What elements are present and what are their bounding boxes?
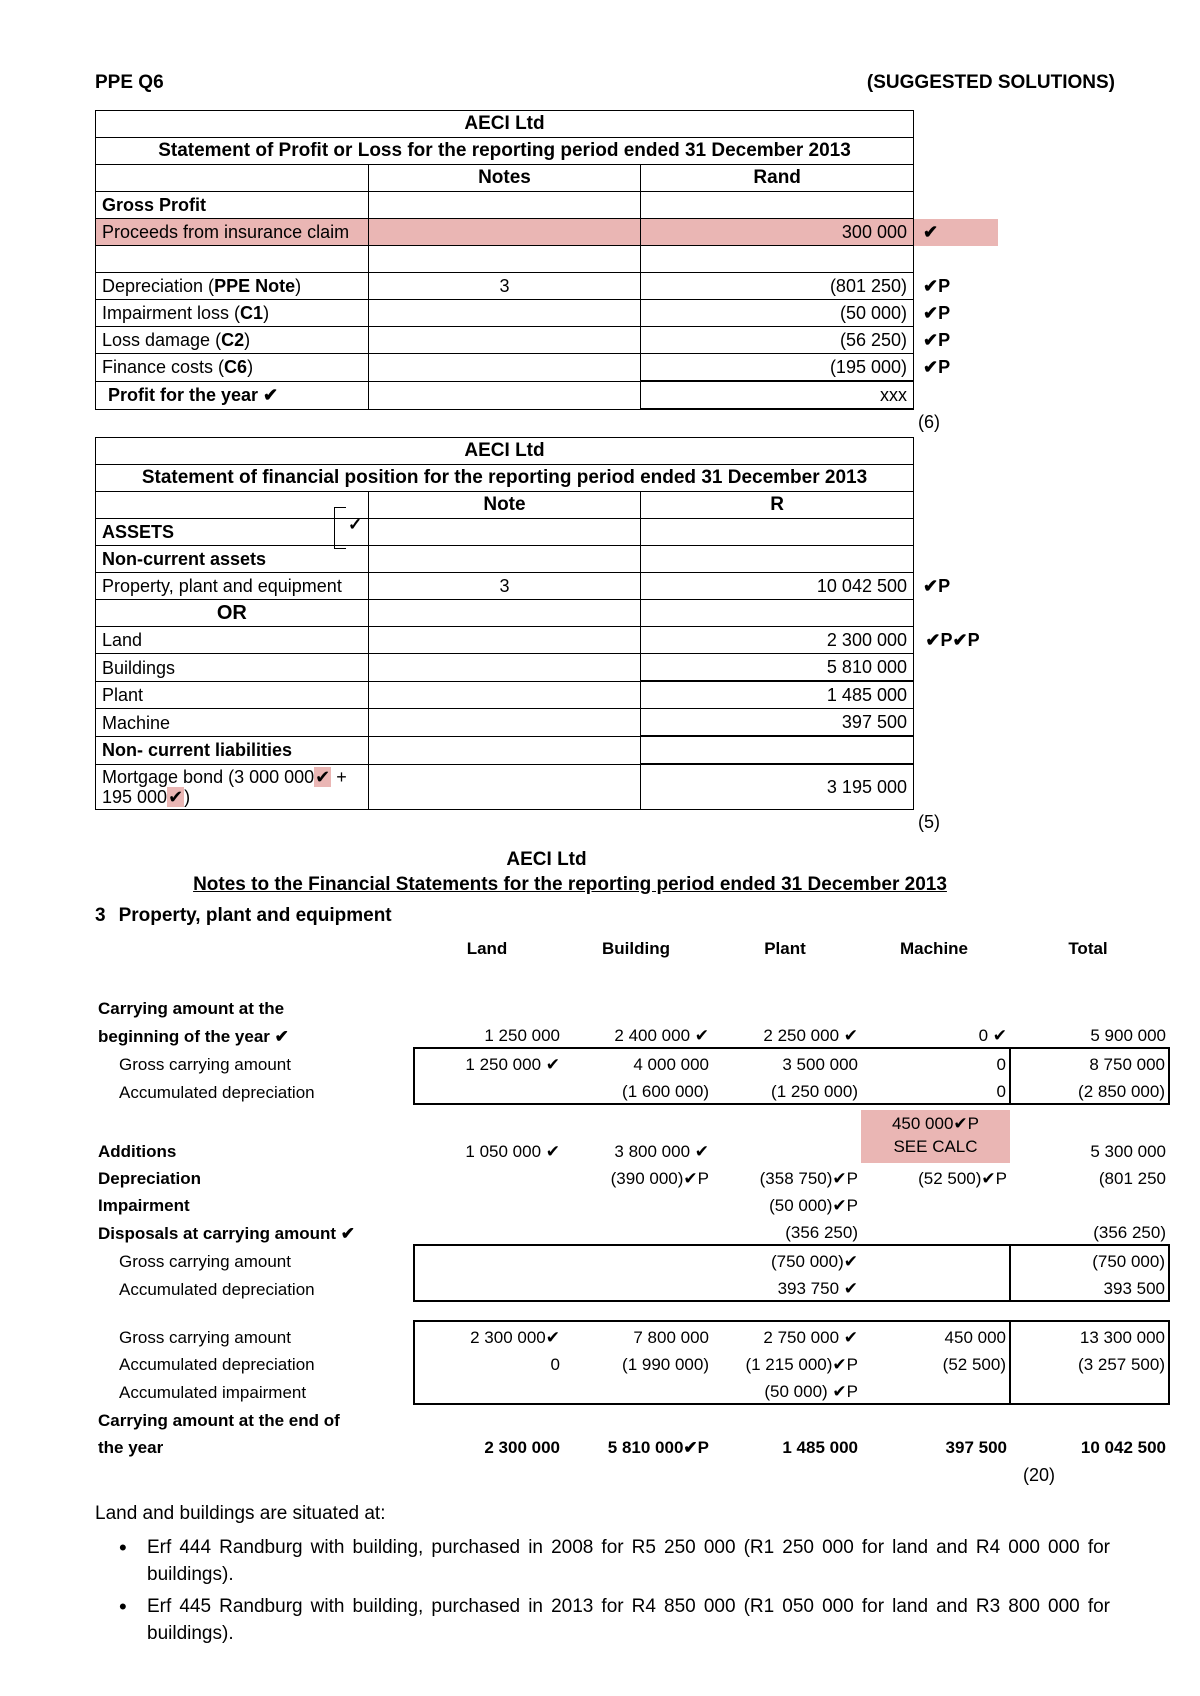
pl-row-rand: (50 000) bbox=[641, 300, 914, 327]
pl-row-notes bbox=[368, 300, 641, 327]
ppe-cell-plant: (750 000)✔ bbox=[712, 1245, 861, 1273]
table-row bbox=[95, 1376, 1169, 1404]
sfp-col-desc bbox=[96, 492, 369, 519]
pl-col-rand: Rand bbox=[641, 165, 914, 192]
ppe-cell-machine bbox=[861, 1273, 1010, 1301]
pl-col-notes: Notes bbox=[368, 165, 641, 192]
pl-row-desc: Loss damage (C2) bbox=[96, 327, 369, 354]
pl-row-tick: ✔ bbox=[914, 219, 998, 246]
table-row bbox=[95, 1136, 1169, 1163]
table-row bbox=[96, 519, 998, 546]
sfp-row-r: 2 300 000 bbox=[641, 627, 914, 654]
ppe-row-label: Disposals at carrying amount ✔ bbox=[98, 1223, 356, 1243]
pl-row-desc: Gross Profit bbox=[96, 192, 369, 219]
notes-company-name: AECI Ltd bbox=[506, 849, 587, 871]
sfp-row-tick bbox=[914, 681, 998, 709]
table-row bbox=[95, 1273, 1169, 1301]
header-left-title: PPE Q6 bbox=[95, 72, 164, 93]
ppe-col-plant: Plant bbox=[764, 938, 806, 958]
sfp-row-tick bbox=[914, 709, 998, 737]
table-row bbox=[96, 681, 998, 709]
ppe-row-label: Gross carrying amount bbox=[119, 1054, 291, 1074]
ppe-cell-building bbox=[563, 1217, 712, 1245]
pl-company-tick bbox=[914, 111, 998, 138]
ppe-col-land: Land bbox=[466, 938, 508, 958]
ppe-cell-land: 1 250 000 bbox=[484, 1025, 560, 1045]
ppe-row-label-line1: Carrying amount at the bbox=[98, 998, 285, 1018]
table-row bbox=[96, 600, 998, 627]
ppe-cell-machine bbox=[861, 1190, 1010, 1217]
ppe-cell-total: (3 257 500) bbox=[1010, 1349, 1169, 1376]
pl-title: Statement of Profit or Loss for the reporting period ended 31 December 2013 bbox=[96, 138, 914, 165]
sfp-row-tick bbox=[914, 546, 998, 573]
ppe-row-label: Accumulated depreciation bbox=[119, 1279, 315, 1299]
ppe-row-label: Depreciation bbox=[98, 1168, 201, 1188]
sfp-row-note bbox=[368, 709, 641, 737]
ppe-cell-machine: 0 bbox=[861, 1076, 1010, 1104]
document-header bbox=[95, 72, 1115, 94]
sfp-row-desc: Land bbox=[96, 627, 369, 654]
sfp-row-note bbox=[368, 681, 641, 709]
note-index: 3 bbox=[95, 905, 106, 927]
grouping-brace-tick: ✓ bbox=[348, 515, 363, 534]
ppe-cell-land bbox=[414, 1190, 563, 1217]
ppe-machine-see-calc: SEE CALC bbox=[861, 1136, 1010, 1163]
footer-bullet-list bbox=[95, 1534, 1115, 1648]
ppe-cell-total: 8 750 000 bbox=[1010, 1048, 1169, 1076]
ppe-spacer-row bbox=[95, 963, 1169, 993]
pl-company-row bbox=[96, 111, 998, 138]
ppe-cell-machine: 0 bbox=[861, 1048, 1010, 1076]
table-row bbox=[95, 1404, 1169, 1432]
sfp-row-note bbox=[368, 654, 641, 682]
ppe-col-total: Total bbox=[1068, 938, 1108, 958]
grouping-brace bbox=[334, 507, 346, 549]
pl-row-rand: (801 250) bbox=[641, 273, 914, 300]
pl-row-rand: 300 000 bbox=[641, 219, 914, 246]
ppe-cell-machine bbox=[861, 1217, 1010, 1245]
sfp-title-tick bbox=[914, 465, 998, 492]
ppe-machine-calc-box bbox=[861, 1104, 1010, 1136]
sfp-title: Statement of financial position for the reporting period ended 31 December 2013 bbox=[96, 465, 914, 492]
pl-column-header-row bbox=[96, 165, 998, 192]
sfp-col-r: R bbox=[641, 492, 914, 519]
sfp-col-note: Note bbox=[368, 492, 641, 519]
table-row bbox=[96, 654, 998, 682]
table-row-total bbox=[96, 381, 998, 409]
notes-title: Notes to the Financial Statements for the reporting period ended 31 December 2013 bbox=[193, 874, 947, 896]
pl-title-tick bbox=[914, 138, 998, 165]
ppe-cell-plant: 393 750 ✔ bbox=[712, 1273, 861, 1301]
pl-col-desc bbox=[96, 165, 369, 192]
ppe-note-table bbox=[95, 933, 1166, 1459]
sfp-title-row bbox=[96, 465, 998, 492]
sfp-row-r: 10 042 500 bbox=[641, 573, 914, 600]
sfp-row-note bbox=[368, 519, 641, 546]
ppe-cell-machine: (52 500)✔P bbox=[918, 1168, 1007, 1188]
sfp-row-note bbox=[368, 627, 641, 654]
table-row-spacer bbox=[96, 246, 998, 273]
sfp-row-desc: Mortgage bond (3 000 000✔ + 195 000✔) bbox=[96, 764, 369, 809]
ppe-cell-total: (750 000) bbox=[1010, 1245, 1169, 1273]
sfp-row-desc: Non- current liabilities bbox=[96, 736, 369, 764]
table-row bbox=[96, 192, 998, 219]
pl-row-notes bbox=[368, 192, 641, 219]
sfp-company-name: AECI Ltd bbox=[96, 438, 914, 465]
ppe-cell-building: (1 600 000) bbox=[563, 1076, 712, 1104]
sfp-row-desc: OR bbox=[96, 600, 369, 627]
note-heading bbox=[95, 905, 1115, 927]
ppe-mark-allocation: (20) bbox=[1022, 1465, 1055, 1486]
table-row bbox=[95, 1217, 1169, 1245]
sfp-row-note: 3 bbox=[368, 573, 641, 600]
footer-intro: Land and buildings are situated at: bbox=[95, 1503, 386, 1525]
pl-row-tick: ✔P bbox=[923, 329, 951, 350]
ppe-cell-machine: (52 500) bbox=[861, 1349, 1010, 1376]
ppe-cell-total: 393 500 bbox=[1010, 1273, 1169, 1301]
table-row bbox=[95, 993, 1169, 1020]
sfp-company-tick bbox=[914, 438, 998, 465]
table-row bbox=[95, 1048, 1169, 1076]
sfp-row-tick bbox=[914, 764, 998, 809]
table-row bbox=[96, 573, 998, 600]
pl-row-desc: Finance costs (C6) bbox=[96, 354, 369, 382]
sfp-row-tick bbox=[914, 736, 998, 764]
ppe-spacer-row bbox=[95, 1301, 1169, 1321]
sfp-row-tick bbox=[914, 519, 998, 546]
table-row bbox=[96, 354, 998, 382]
footer-section bbox=[95, 1500, 1115, 1648]
pl-row-tick: ✔P bbox=[923, 275, 951, 296]
ppe-machine-addition-value: 450 000✔P bbox=[861, 1110, 1010, 1136]
pl-row-desc: Impairment loss (C1) bbox=[96, 300, 369, 327]
ppe-cell-total: (2 850 000) bbox=[1010, 1076, 1169, 1104]
ppe-cell-machine: 450 000 bbox=[861, 1321, 1010, 1349]
table-row bbox=[95, 1020, 1169, 1048]
pl-row-rand bbox=[641, 246, 914, 273]
ppe-cell-plant: (1 250 000) bbox=[712, 1076, 861, 1104]
sfp-mark-allocation: (5) bbox=[918, 812, 940, 833]
table-row bbox=[95, 1163, 1169, 1190]
table-row bbox=[95, 1349, 1169, 1376]
ppe-cell-building: (390 000)✔P bbox=[610, 1168, 709, 1188]
ppe-cell-land bbox=[414, 1163, 563, 1190]
pl-row-rand bbox=[641, 192, 914, 219]
ppe-col-building: Building bbox=[602, 938, 670, 958]
sfp-row-desc: Buildings bbox=[96, 654, 369, 682]
ppe-cell-plant: (50 000)✔P bbox=[769, 1195, 858, 1215]
inline-highlight-tick: ✔ bbox=[168, 787, 184, 808]
pl-row-tick bbox=[914, 192, 998, 219]
table-row bbox=[96, 273, 998, 300]
pl-row-rand: (195 000) bbox=[641, 354, 914, 382]
statement-of-financial-position-table bbox=[95, 437, 998, 810]
table-row bbox=[96, 327, 998, 354]
ppe-cell-plant: 3 500 000 bbox=[712, 1048, 861, 1076]
ppe-cell-total bbox=[1010, 1376, 1169, 1404]
sfp-column-header-row bbox=[96, 492, 998, 519]
table-row-total bbox=[95, 1432, 1169, 1459]
pl-row-desc: Proceeds from insurance claim bbox=[96, 219, 369, 246]
sfp-row-desc: Machine bbox=[96, 709, 369, 737]
sfp-row-r bbox=[641, 546, 914, 573]
ppe-cell-land: 1 050 000 ✔ bbox=[465, 1141, 560, 1161]
checkmark-icon: ✔ bbox=[274, 1026, 289, 1046]
ppe-cell-plant: 2 750 000 ✔ bbox=[712, 1321, 861, 1349]
ppe-cell-building: 5 810 000✔P bbox=[607, 1437, 709, 1457]
ppe-cell-building bbox=[563, 1376, 712, 1404]
table-row bbox=[95, 1190, 1169, 1217]
ppe-row-label: Accumulated depreciation bbox=[119, 1354, 315, 1374]
sfp-row-tick: ✔P✔P bbox=[925, 630, 980, 651]
pl-row-notes: 3 bbox=[368, 273, 641, 300]
sfp-row-r bbox=[641, 736, 914, 764]
sfp-col-tick bbox=[914, 492, 998, 519]
pl-row-rand: xxx bbox=[641, 381, 914, 409]
sfp-row-tick bbox=[914, 600, 998, 627]
ppe-cell-land bbox=[414, 1076, 563, 1104]
pl-col-tick bbox=[914, 165, 998, 192]
statement-of-profit-or-loss-table bbox=[95, 110, 998, 410]
pl-row-notes bbox=[368, 354, 641, 382]
sfp-row-desc: Plant bbox=[96, 681, 369, 709]
sfp-row-r: 1 485 000 bbox=[641, 681, 914, 709]
pl-row-rand: (56 250) bbox=[641, 327, 914, 354]
pl-row-notes bbox=[368, 381, 641, 409]
ppe-cell-total: 5 300 000 bbox=[1090, 1141, 1166, 1161]
sfp-row-desc: Property, plant and equipment bbox=[96, 573, 369, 600]
ppe-cell-machine: 0 ✔ bbox=[978, 1025, 1007, 1045]
ppe-cell-building: 2 400 000 ✔ bbox=[614, 1025, 709, 1045]
sfp-row-desc bbox=[96, 515, 369, 546]
ppe-cell-plant: 1 485 000 bbox=[782, 1437, 858, 1457]
ppe-cell-total: 10 042 500 bbox=[1080, 1437, 1166, 1457]
ppe-cell-land bbox=[414, 1245, 563, 1273]
ppe-column-header-row bbox=[95, 933, 1169, 963]
ppe-cell-land bbox=[414, 1376, 563, 1404]
ppe-cell-plant: 2 250 000 ✔ bbox=[763, 1025, 858, 1045]
ppe-cell-total: (801 250 bbox=[1098, 1168, 1166, 1188]
table-row bbox=[96, 219, 998, 246]
pl-row-tick: ✔P bbox=[923, 302, 951, 323]
ppe-cell-building: 3 800 000 ✔ bbox=[614, 1141, 709, 1161]
table-row bbox=[95, 1076, 1169, 1104]
table-row bbox=[96, 300, 998, 327]
pl-row-notes bbox=[368, 219, 641, 246]
sfp-row-note bbox=[368, 764, 641, 809]
table-row bbox=[96, 764, 998, 809]
ppe-col-label bbox=[95, 933, 414, 963]
pl-title-row bbox=[96, 138, 998, 165]
ppe-cell-land: 0 bbox=[414, 1349, 563, 1376]
sfp-row-note bbox=[368, 736, 641, 764]
list-item: • Erf 445 Randburg with building, purchased in 2013 for R4 850 000 (R1 050 000 for land and R3 800 000 for buildings). bbox=[147, 1593, 1115, 1648]
pl-row-desc bbox=[96, 246, 369, 273]
ppe-row-label: beginning of the year ✔ bbox=[98, 1026, 289, 1046]
sfp-row-tick: ✔P bbox=[923, 575, 951, 596]
ppe-row-label-line1: Carrying amount at the end of bbox=[98, 1410, 340, 1430]
ppe-cell-building: 7 800 000 bbox=[563, 1321, 712, 1349]
ppe-cell-plant: (356 250) bbox=[785, 1222, 858, 1242]
table-row bbox=[96, 709, 998, 737]
table-row bbox=[96, 546, 998, 573]
ppe-row-label: Gross carrying amount bbox=[119, 1251, 291, 1271]
sfp-row-tick bbox=[914, 654, 998, 682]
ppe-cell-total bbox=[1010, 1190, 1169, 1217]
sfp-company-row bbox=[96, 438, 998, 465]
ppe-row-label: Gross carrying amount bbox=[119, 1327, 291, 1347]
header-right-title: (SUGGESTED SOLUTIONS) bbox=[866, 72, 1115, 93]
ppe-cell-plant: (358 750)✔P bbox=[759, 1168, 858, 1188]
pl-row-tick: ✔P bbox=[923, 357, 951, 378]
ppe-row-label: Impairment bbox=[98, 1195, 190, 1215]
table-row bbox=[96, 736, 998, 764]
pl-mark-allocation: (6) bbox=[918, 412, 940, 432]
pl-row-desc: Depreciation (PPE Note) bbox=[96, 273, 369, 300]
ppe-row-label: Additions bbox=[98, 1141, 177, 1161]
note-title: Property, plant and equipment bbox=[118, 905, 392, 927]
ppe-cell-plant: (50 000) ✔P bbox=[712, 1376, 861, 1404]
ppe-cell-building bbox=[563, 1190, 712, 1217]
ppe-cell-building: 4 000 000 bbox=[563, 1048, 712, 1076]
sfp-row-r: 397 500 bbox=[641, 709, 914, 737]
pl-row-desc: Profit for the year ✔ bbox=[96, 381, 369, 409]
pl-company-name: AECI Ltd bbox=[96, 111, 914, 138]
sfp-row-note bbox=[368, 600, 641, 627]
table-row bbox=[95, 1321, 1169, 1349]
table-row bbox=[95, 1104, 1169, 1136]
sfp-row-r: 3 195 000 bbox=[641, 764, 914, 809]
pl-row-notes bbox=[368, 327, 641, 354]
sfp-row-r bbox=[641, 519, 914, 546]
ppe-cell-machine bbox=[861, 1376, 1010, 1404]
ppe-cell-land: 1 250 000 ✔ bbox=[414, 1048, 563, 1076]
list-item: • Erf 444 Randburg with building, purchased in 2008 for R5 250 000 (R1 250 000 for land and R4 000 000 for buildings). bbox=[147, 1534, 1115, 1589]
sfp-row-note bbox=[368, 546, 641, 573]
ppe-cell-plant bbox=[712, 1136, 861, 1163]
table-row bbox=[96, 627, 998, 654]
ppe-row-label: Accumulated impairment bbox=[119, 1382, 307, 1402]
ppe-cell-plant: (1 215 000)✔P bbox=[745, 1354, 858, 1374]
ppe-cell-machine bbox=[861, 1136, 1010, 1163]
pl-row-tick bbox=[914, 381, 998, 409]
ppe-row-label-line2: the year bbox=[98, 1437, 164, 1457]
ppe-cell-machine bbox=[861, 1245, 1010, 1273]
ppe-cell-building: (1 990 000) bbox=[622, 1354, 709, 1374]
sfp-row-desc: Non-current assets bbox=[96, 546, 369, 573]
ppe-col-machine: Machine bbox=[899, 938, 969, 958]
sfp-row-r: 5 810 000 bbox=[641, 654, 914, 682]
ppe-cell-total: (356 250) bbox=[1093, 1222, 1166, 1242]
ppe-cell-total: 13 300 000 bbox=[1010, 1321, 1169, 1349]
ppe-cell-total: 5 900 000 bbox=[1090, 1025, 1166, 1045]
ppe-cell-land bbox=[414, 1273, 563, 1301]
table-row bbox=[95, 1245, 1169, 1273]
pl-row-notes bbox=[368, 246, 641, 273]
sfp-row-label: ASSETS bbox=[102, 521, 175, 542]
pl-row-tick bbox=[914, 246, 998, 273]
ppe-cell-machine: 397 500 bbox=[945, 1437, 1007, 1457]
ppe-cell-land: 2 300 000✔ bbox=[414, 1321, 563, 1349]
ppe-cell-building bbox=[563, 1245, 712, 1273]
ppe-cell-land bbox=[414, 1217, 563, 1245]
ppe-row-label: Accumulated depreciation bbox=[119, 1082, 315, 1102]
ppe-cell-building bbox=[563, 1273, 712, 1301]
sfp-row-r bbox=[641, 600, 914, 627]
ppe-cell-land: 2 300 000 bbox=[484, 1437, 560, 1457]
inline-highlight-tick: ✔ bbox=[315, 766, 331, 787]
